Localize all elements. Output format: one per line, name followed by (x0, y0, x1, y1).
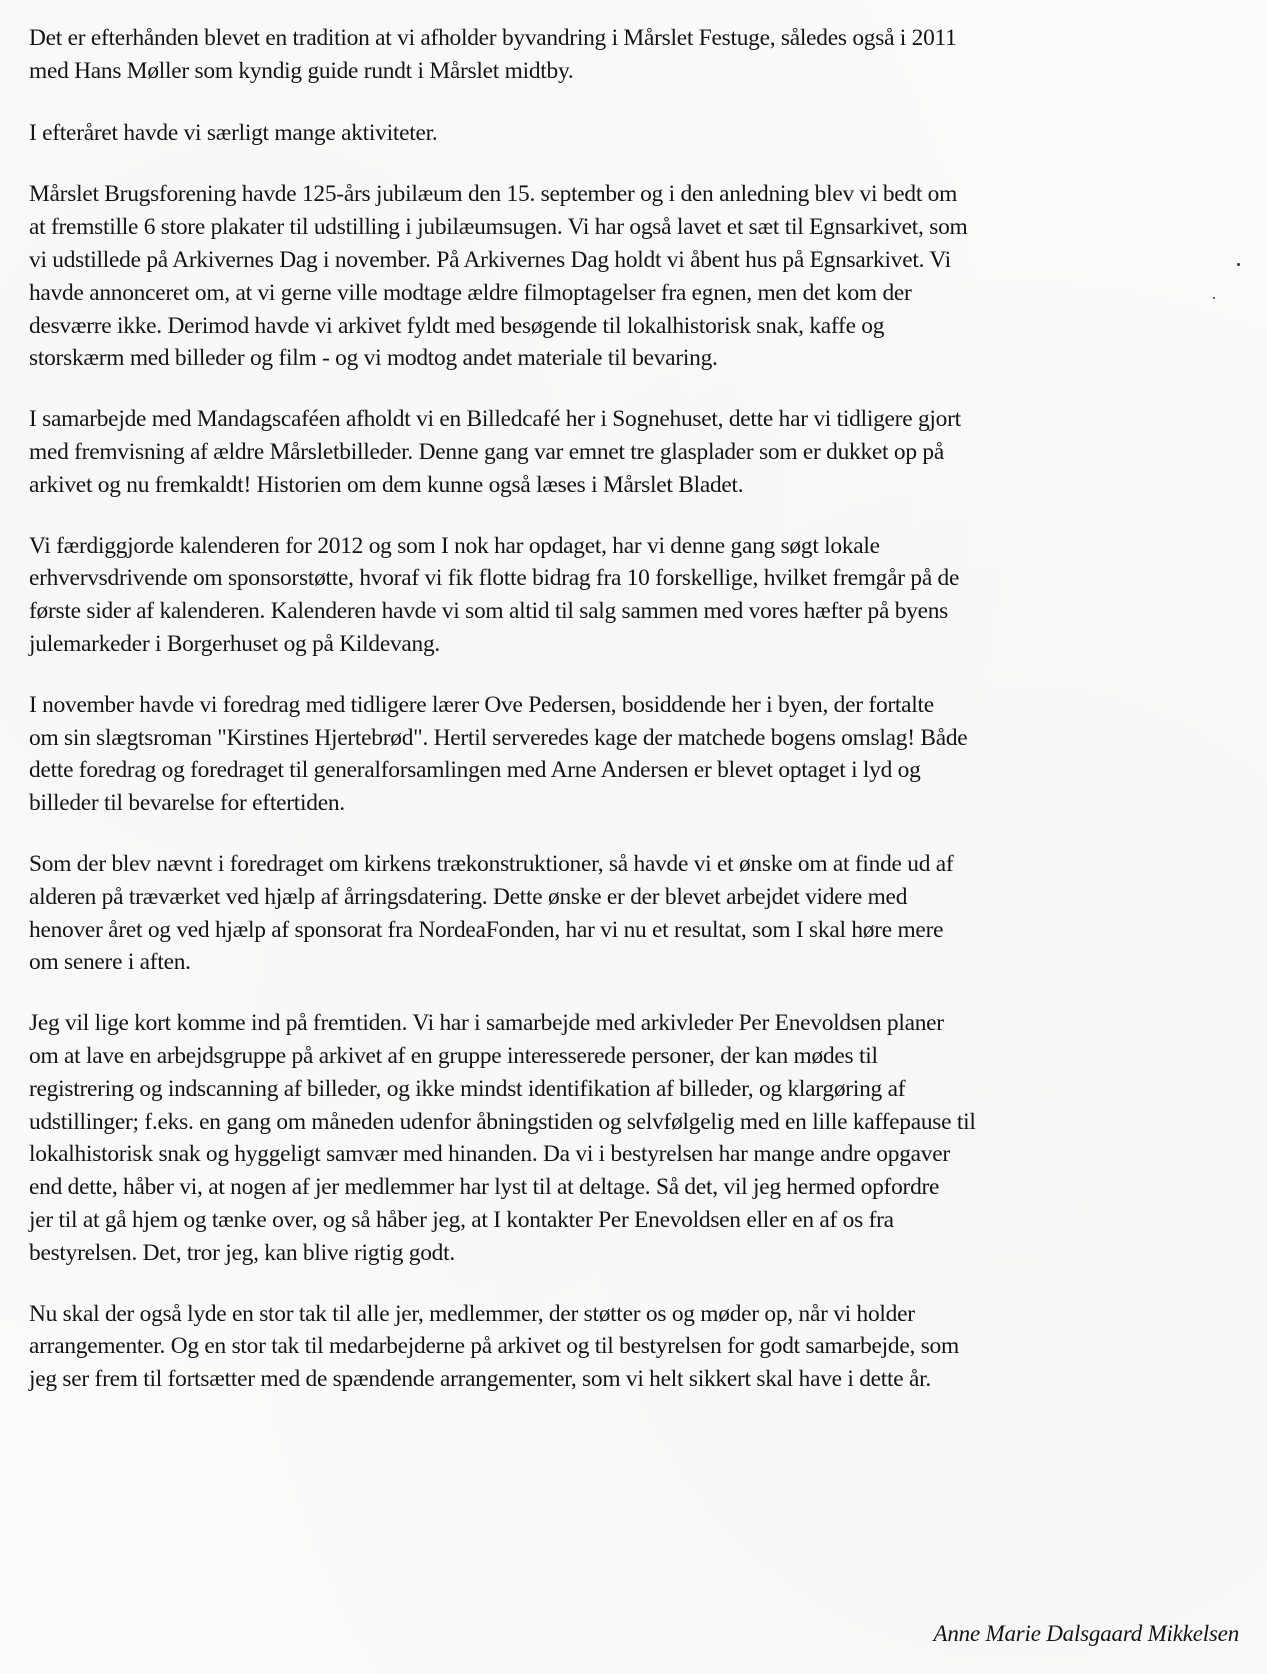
text-line: arrangementer. Og en stor tak til medarbejderne på arkivet og til bestyrelsen for godt samarbejde, som (29, 1333, 959, 1360)
scan-speck (1213, 297, 1215, 299)
text-line: arkivet og nu fremkaldt! Historien om dem kunne også læses i Mårslet Bladet. (29, 471, 744, 498)
text-line: billeder til bevarelse for eftertiden. (29, 790, 345, 817)
text-line: registrering og indscanning af billeder, og ikke mindst identifikation af billeder, og klargøring af (29, 1075, 906, 1102)
text-line: I november havde vi foredrag med tidligere lærer Ove Pedersen, bosiddende her i byen, der fortalte (29, 691, 934, 718)
text-line: første sider af kalenderen. Kalenderen havde vi som altid til salg sammen med vores hæfter på byens (29, 598, 949, 625)
paragraph-tak (29, 1298, 1259, 1396)
paragraph-foredrag (29, 689, 1259, 820)
text-line: I efteråret havde vi særligt mange aktiviteter. (29, 119, 438, 146)
paragraph-kalender (29, 530, 1259, 661)
text-line: bestyrelsen. Det, tror jeg, kan blive rigtig godt. (29, 1239, 455, 1266)
text-line: erhvervsdrivende om sponsorstøtte, hvoraf vi fik flotte bidrag fra 10 forskellige, hvilket fremgår på de (29, 565, 960, 592)
text-line: udstillinger; f.eks. en gang om måneden udenfor åbningstiden og selvfølgelig med en lille kaffepause til (29, 1108, 976, 1135)
paragraph-fremtiden (29, 1007, 1259, 1269)
text-line: dette foredrag og foredraget til generalforsamlingen med Arne Andersen er blevet optaget i lyd og (29, 757, 921, 784)
text-line: Det er efterhånden blevet en tradition at vi afholder byvandring i Mårslet Festuge, således også i 2011 (29, 25, 957, 51)
paragraph-brugsforening (29, 178, 1259, 375)
document-body (29, 22, 1259, 1396)
paragraph-efteraaret (29, 117, 1259, 150)
text-line: Som der blev nævnt i foredraget om kirkens trækonstruktioner, så havde vi et ønske om at finde ud af (29, 850, 954, 877)
paragraph-aarringsdatering (29, 848, 1259, 979)
text-line: med fremvisning af ældre Mårsletbilleder. Denne gang var emnet tre glasplader som er dukket op på (29, 438, 944, 465)
text-line: desværre ikke. Derimod havde vi arkivet fyldt med besøgende til lokalhistorisk snak, kaffe og (29, 312, 885, 339)
text-line: henover året og ved hjælp af sponsorat fra NordeaFonden, har vi nu et resultat, som I skal høre mere (29, 916, 944, 943)
text-line: I samarbejde med Mandagscaféen afholdt vi en Billedcafé her i Sognehuset, dette har vi tidligere gjort (29, 406, 961, 433)
text-line: jer til at gå hjem og tænke over, og så håber jeg, at I kontakter Per Enevoldsen eller en af os fra (29, 1206, 894, 1233)
text-line: julemarkeder i Borgerhuset og på Kildevang. (29, 630, 441, 657)
text-line: om sin slægtsroman "Kirstines Hjertebrød". Hertil serveredes kage der matchede bogens omslag! Både (29, 724, 968, 751)
text-line: Nu skal der også lyde en stor tak til alle jer, medlemmer, der støtter os og møder op, når vi holder (29, 1300, 915, 1327)
text-line: Jeg vil lige kort komme ind på fremtiden. Vi har i samarbejde med arkivleder Per Enevoldsen planer (29, 1010, 944, 1037)
text-line: end dette, håber vi, at nogen af jer medlemmer har lyst til at deltage. Så det, vil jeg hermed opfordre (29, 1174, 940, 1201)
text-line: med Hans Møller som kyndig guide rundt i Mårslet midtby. (29, 57, 574, 84)
text-line: at fremstille 6 store plakater til udstilling i jubilæumsugen. Vi har også lavet et sæt til Egnsarkivet, som (29, 214, 968, 241)
text-line: alderen på træværket ved hjælp af årringsdatering. Dette ønske er der blevet arbejdet videre med (29, 883, 908, 910)
text-line: om senere i aften. (29, 949, 191, 976)
text-line: storskærm med billeder og film - og vi modtog andet materiale til bevaring. (29, 345, 718, 372)
text-line: jeg ser frem til fortsætter med de spændende arrangementer, som vi helt sikkert skal have i dette år. (29, 1366, 932, 1393)
text-line: lokalhistorisk snak og hyggeligt samvær med hinanden. Da vi i bestyrelsen har mange andre opgaver (29, 1141, 950, 1168)
text-line: havde annonceret om, at vi gerne ville modtage ældre filmoptagelser fra egnen, men det kom der (29, 279, 912, 306)
scan-speck (1237, 263, 1240, 266)
paragraph-byvandring (29, 22, 1259, 88)
paragraph-billedcafe (29, 403, 1259, 501)
signature: Anne Marie Dalsgaard Mikkelsen (933, 1621, 1239, 1646)
text-line: Vi færdiggjorde kalenderen for 2012 og som I nok har opdaget, har vi denne gang søgt lokale (29, 532, 880, 559)
text-line: om at lave en arbejdsgruppe på arkivet af en gruppe interesserede personer, der kan mødes til (29, 1042, 878, 1069)
text-line: Mårslet Brugsforening havde 125-års jubilæum den 15. september og i den anledning blev vi bedt om (29, 181, 958, 208)
text-line: vi udstillede på Arkivernes Dag i november. På Arkivernes Dag holdt vi åbent hus på Egnsarkivet. Vi (29, 246, 951, 273)
